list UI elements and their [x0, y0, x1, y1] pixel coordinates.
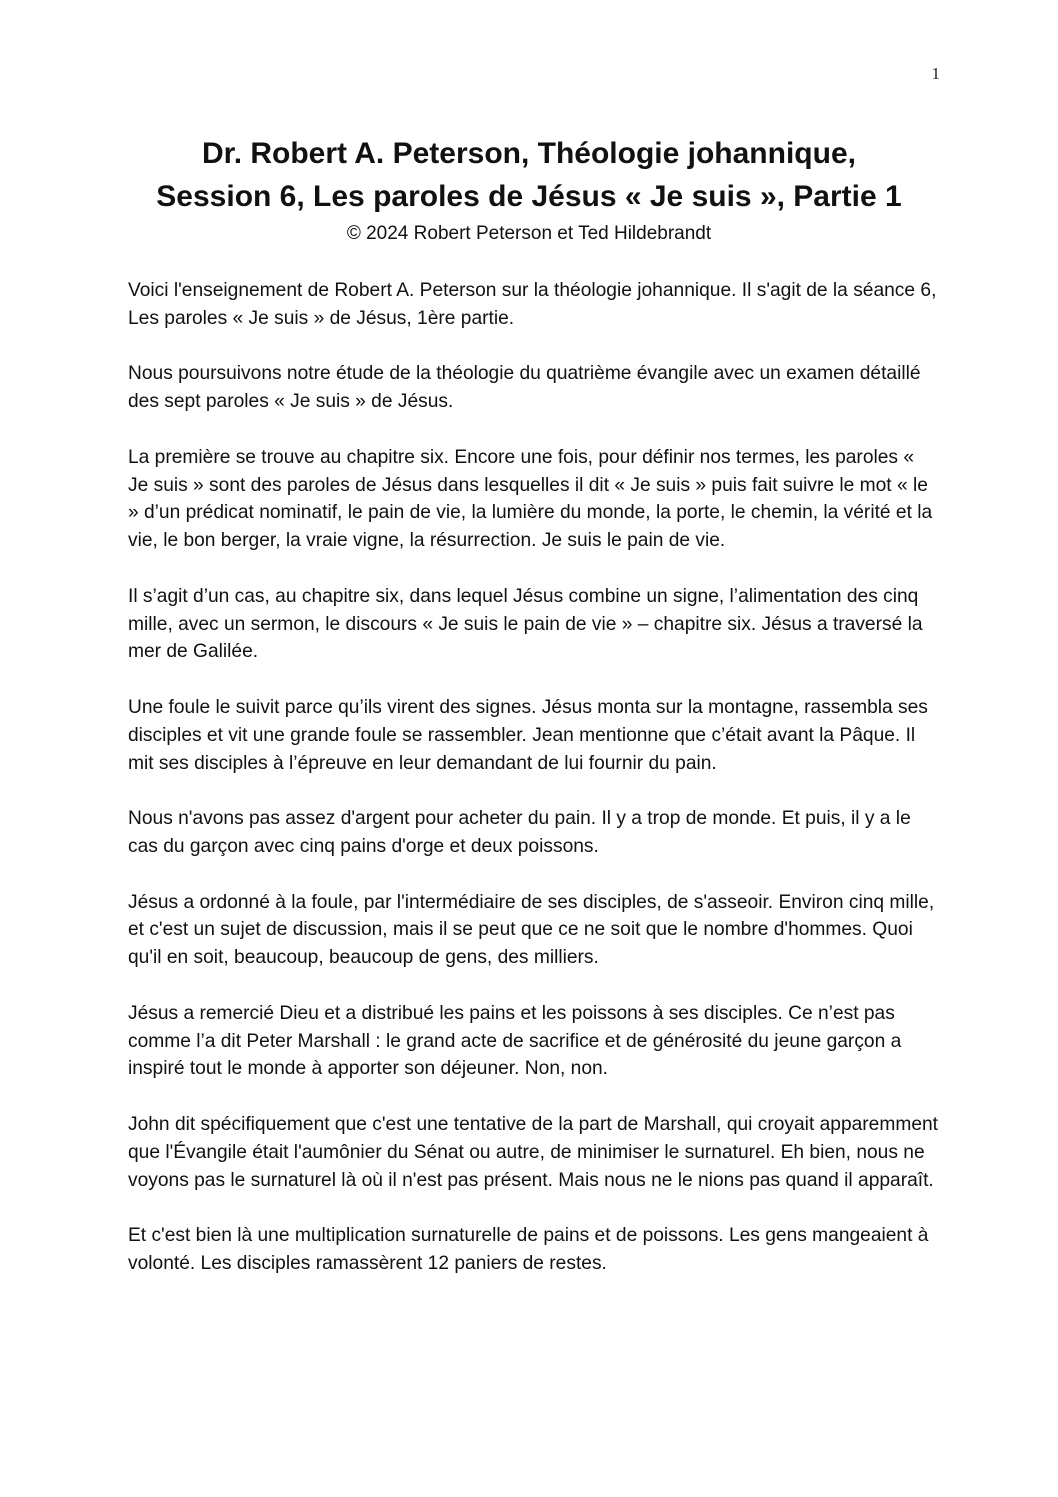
paragraph-2: Nous poursuivons notre étude de la théologie du quatrième évangile avec un examen détaillé des sept paroles « Je suis » de Jésus.: [128, 363, 921, 413]
paragraph-6: Nous n'avons pas assez d'argent pour acheter du pain. Il y a trop de monde. Et puis, il y a le cas du garçon avec cinq pains d'orge et deux poissons.: [128, 808, 911, 857]
paragraph-3: La première se trouve au chapitre six. Encore une fois, pour définir nos termes, les paroles « Je suis » sont des paroles de Jésus dans lesquelles il dit « Je suis » puis fait suivre le mot « le » d’un prédicat nominatif, le pain de vie, la lumière du monde, la porte, le chemin, la vérité et la vie, le bon berger, la vraie vigne, la résurrection. Je suis le pain de vie.: [128, 446, 933, 552]
paragraph-4: Il s’agit d’un cas, au chapitre six, dans lequel Jésus combine un signe, l’alimentation des cinq mille, avec un sermon, le discours « Je suis le pain de vie » – chapitre six. Jésus a traversé la mer de Galilée.: [128, 585, 923, 663]
document-title-line-1: Dr. Robert A. Peterson, Théologie johannique,: [202, 137, 856, 170]
paragraph-9: John dit spécifiquement que c'est une tentative de la part de Marshall, qui croyait apparemment que l'Évangile était l'aumônier du Sénat ou autre, de minimiser le surnaturel. Eh bien, nous ne voyons pas le surnaturel là où il n'est pas présent. Mais nous ne le nions pas quand il apparaît.: [128, 1113, 938, 1191]
document-body: [128, 277, 938, 1305]
document-header: [100, 132, 958, 247]
paragraph-8: Jésus a remercié Dieu et a distribué les pains et les poissons à ses disciples. Ce n’est pas comme l’a dit Peter Marshall : le grand acte de sacrifice et de générosité du jeune garçon a inspiré tout le monde à apporter son déjeuner. Non, non.: [128, 1002, 902, 1080]
document-title-line-2: Session 6, Les paroles de Jésus « Je suis », Partie 1: [156, 180, 902, 213]
page-number: 1: [931, 64, 940, 83]
paragraph-10: Et c'est bien là une multiplication surnaturelle de pains et de poissons. Les gens mangeaient à volonté. Les disciples ramassèrent 12 paniers de restes.: [128, 1225, 929, 1274]
copyright-notice: © 2024 Robert Peterson et Ted Hildebrandt: [346, 223, 712, 244]
paragraph-7: Jésus a ordonné à la foule, par l'intermédiaire de ses disciples, de s'asseoir. Environ cinq mille, et c'est un sujet de discussion, mais il se peut que ce ne soit que le nombre d'hommes. Quoi qu'il en soit, beaucoup, beaucoup de gens, des milliers.: [128, 891, 935, 969]
paragraph-1: Voici l'enseignement de Robert A. Peterson sur la théologie johannique. Il s'agit de la séance 6, Les paroles « Je suis » de Jésus, 1ère partie.: [128, 280, 937, 329]
paragraph-5: Une foule le suivit parce qu’ils virent des signes. Jésus monta sur la montagne, rassembla ses disciples et vit une grande foule se rassembler. Jean mentionne que c’était avant la Pâque. Il mit ses disciples à l’épreuve en leur demandant de lui fournir du pain.: [128, 696, 928, 774]
